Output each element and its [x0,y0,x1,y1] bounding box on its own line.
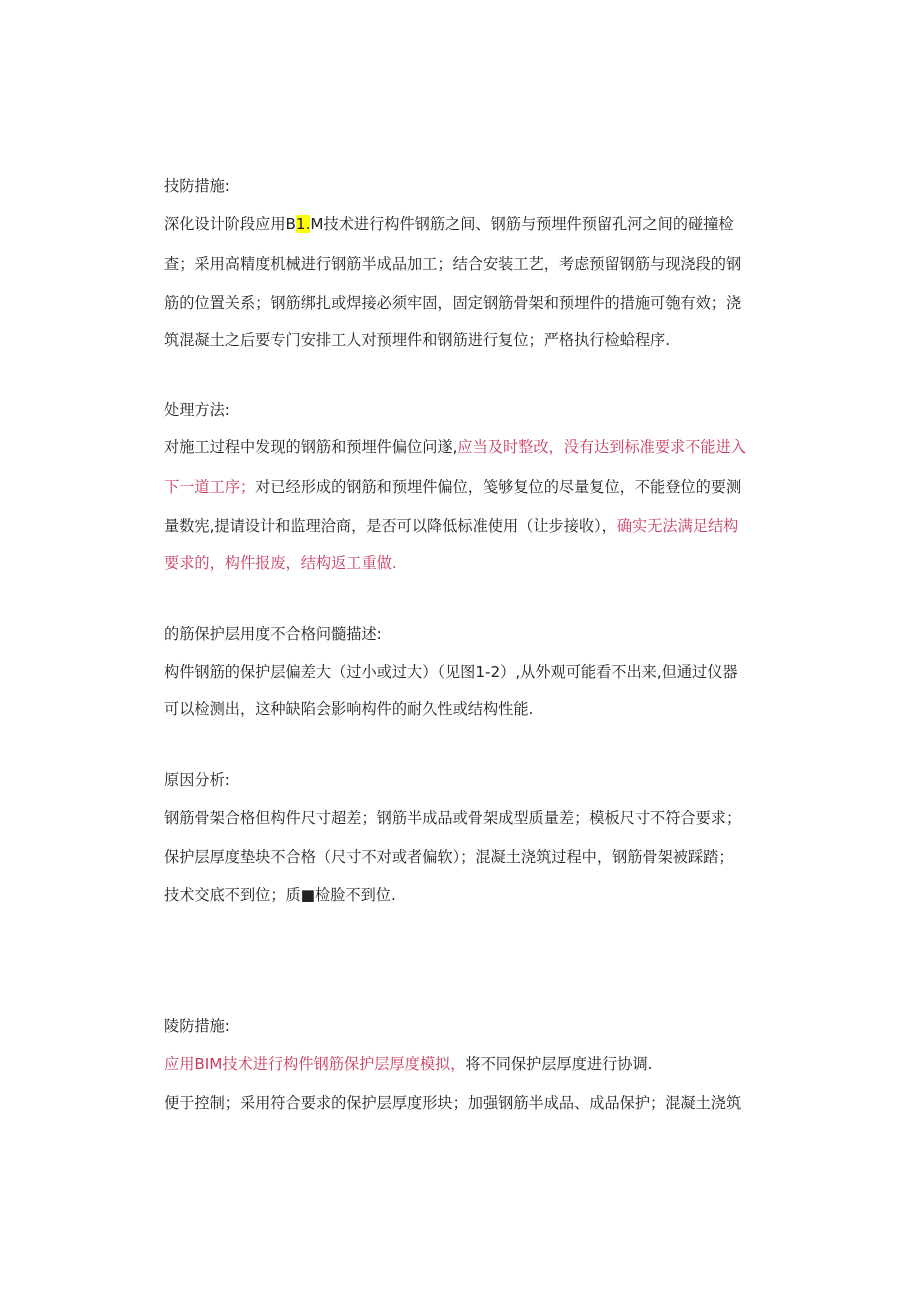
paragraph-line [164,477,741,497]
emphasis-text: 应用BIM技术进行构件钢筋保护层厚度模拟， [164,1055,466,1073]
heading-cover-problem: 的筋保护层用度不合格问髓描述: [164,625,382,643]
paragraph-line [164,516,738,536]
heading-prevention: 技防措施: [164,177,230,195]
paragraph-line [164,553,397,573]
emphasis-text: 应当及时整改，没有达到标准要求不能进入 [457,438,746,456]
highlighted-text: 1. [295,215,311,233]
paragraph-line: 可以检测出，这种缺陷会影响构件的耐久性或结构性能. [164,700,534,718]
emphasis-text: 下一道工序； [164,478,256,496]
paragraph-line [164,437,746,457]
paragraph-line [164,1054,652,1074]
paragraph-line: 钢筋骨架合格但构件尺寸超差；钢筋半成品或骨架成型质量差；模板尺寸不符合要求； [164,809,742,827]
text-run: 对施工过程中发现的钢筋和预埋件偏位问遂, [164,438,458,456]
text-run: 深化设计阶段应用B [164,215,296,233]
text-run: 量数宪,提请设计和监理洽商，是否可以降低标准使用（让步接收）， [164,517,617,535]
emphasis-text: 要求的，构件报废，结构返工重做. [164,554,397,572]
text-run: 对已经形成的钢筋和预埋件偏位，笺够复位的尽量复位，不能登位的要测 [255,478,742,496]
paragraph-line: 便于控制；采用符合要求的保护层厚度形块；加强钢筋半成品、成品保护；混凝土浇筑 [164,1094,742,1112]
paragraph-line: 构件钢筋的保护层偏差大（过小或过大）（见图1-2）,从外观可能看不出来,但通过仪器 [164,663,738,681]
heading-prevention-2: 陵防措施: [164,1017,230,1035]
heading-causes: 原因分析: [164,771,230,789]
paragraph-line: 查；采用高精度机械进行钢筋半成品加工；结合安装工艺，考虑预留钢筋与现浇段的钢 [164,255,742,273]
paragraph-line: 技术交底不到位；质■检脸不到位. [164,886,396,904]
paragraph-line: 筑混凝土之后要专门安排工人对预埋件和钢筋进行复位；严格执行检蛤程序. [164,331,671,349]
emphasis-text: 确实无法满足结构 [616,517,739,535]
paragraph-line: 筋的位置关系；钢筋绑扎或焊接必须牢固，固定钢筋骨架和预埋件的措施可匏有效；浇 [164,294,742,312]
text-run: 将不同保护层厚度进行协调. [465,1055,653,1073]
paragraph-line [164,214,734,234]
heading-handling: 处理方法: [164,401,230,419]
text-run: M技术进行构件钢筋之间、钢筋与预埋件预留孔河之间的碰撞检 [310,215,734,233]
paragraph-line: 保护层厚度垫块不合格（尺寸不对或者偏软）；混凝土浇筑过程中，钢筋骨架被踩踏； [164,848,734,866]
